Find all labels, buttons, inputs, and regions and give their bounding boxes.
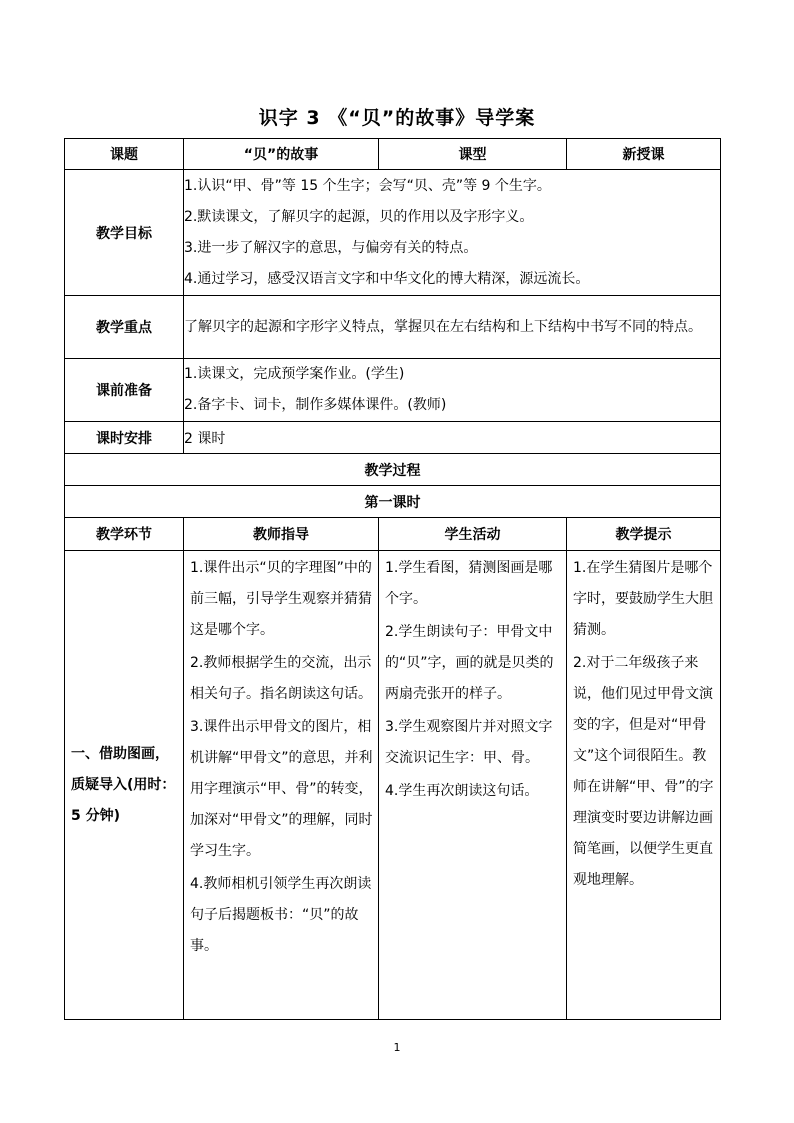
document-title: 识字 3 《“贝”的故事》导学案	[258, 107, 536, 129]
lesson-title-row	[65, 486, 721, 518]
prep-item: 1.读课文，完成预学案作业。(学生)	[184, 366, 405, 382]
tip-item: 2.对于二年级孩子来说，他们见过甲骨文演变的字，但是对“甲骨文”这个词很陌生。教师在讲解“甲、骨”的字理演变时要边讲解边画简笔画，以便学生更直观地理解。	[573, 655, 714, 888]
prep-content	[184, 359, 721, 422]
column-tips: 教学提示	[567, 518, 721, 551]
page-number: 1	[393, 1041, 401, 1054]
schedule-label: 课时安排	[65, 422, 184, 454]
goals-content	[184, 170, 721, 296]
student-item: 2.学生朗读句子：甲骨文中的“贝”字，画的就是贝类的两扇壳张开的样子。	[385, 624, 554, 702]
column-student: 学生活动	[379, 518, 567, 551]
stage1-student	[379, 551, 567, 1020]
column-stage: 教学环节	[65, 518, 184, 551]
stage1-tips	[567, 551, 721, 1020]
lesson-title: 第一课时	[65, 486, 721, 518]
schedule-value: 2 课时	[184, 422, 721, 454]
goal-item: 3.进一步了解汉字的意思，与偏旁有关的特点。	[184, 239, 478, 256]
student-item: 3.学生观察图片并对照文字交流识记生字：甲、骨。	[385, 719, 553, 766]
teacher-item: 1.课件出示“贝的字理图”中的前三幅，引导学生观察并猜猜这是哪个字。	[190, 560, 372, 638]
tip-item: 1.在学生猜图片是哪个字时，要鼓励学生大胆猜测。	[573, 560, 713, 638]
stage1-row	[65, 551, 721, 1020]
prep-label: 课前准备	[65, 359, 184, 422]
lesson-type-label: 课型	[379, 139, 567, 170]
focus-row	[65, 296, 721, 359]
column-header-row	[65, 518, 721, 551]
goal-item: 1.认识“甲、骨”等 15 个生字；会写“贝、壳”等 9 个生字。	[184, 177, 551, 194]
goals-label: 教学目标	[65, 170, 184, 296]
goals-row	[65, 170, 721, 296]
lesson-type-value: 新授课	[567, 139, 721, 170]
stage1-teacher	[184, 551, 379, 1020]
student-item: 1.学生看图，猜测图画是哪个字。	[385, 560, 553, 607]
focus-label: 教学重点	[65, 296, 184, 359]
student-item: 4.学生再次朗读这句话。	[385, 783, 539, 799]
prep-row	[65, 359, 721, 422]
focus-content: 了解贝字的起源和字形字义特点，掌握贝在左右结构和上下结构中书写不同的特点。	[184, 296, 721, 359]
teacher-item: 3.课件出示甲骨文的图片，相机讲解“甲骨文”的意思，并利用字理演示“甲、骨”的转变，加深对“甲骨文”的理解，同时学习生字。	[190, 719, 373, 859]
column-teacher: 教师指导	[184, 518, 379, 551]
process-title: 教学过程	[65, 454, 721, 486]
topic-label: 课题	[65, 139, 184, 170]
stage1-name: 一、借助图画，质疑导入(用时：5 分钟)	[65, 551, 184, 1020]
header-row	[65, 139, 721, 170]
goal-item: 2.默读课文，了解贝字的起源，贝的作用以及字形字义。	[184, 208, 534, 225]
prep-item: 2.备字卡、词卡，制作多媒体课件。(教师)	[184, 397, 447, 413]
topic-value: “贝”的故事	[184, 139, 379, 170]
lesson-plan-table	[64, 138, 721, 1020]
process-title-row	[65, 454, 721, 486]
teacher-item: 4.教师相机引领学生再次朗读句子后揭题板书：“贝”的故事。	[190, 876, 372, 954]
teacher-item: 2.教师根据学生的交流，出示相关句子。指名朗读这句话。	[190, 655, 372, 702]
goal-item: 4.通过学习，感受汉语言文字和中华文化的博大精深，源远流长。	[184, 270, 590, 287]
schedule-row	[65, 422, 721, 454]
